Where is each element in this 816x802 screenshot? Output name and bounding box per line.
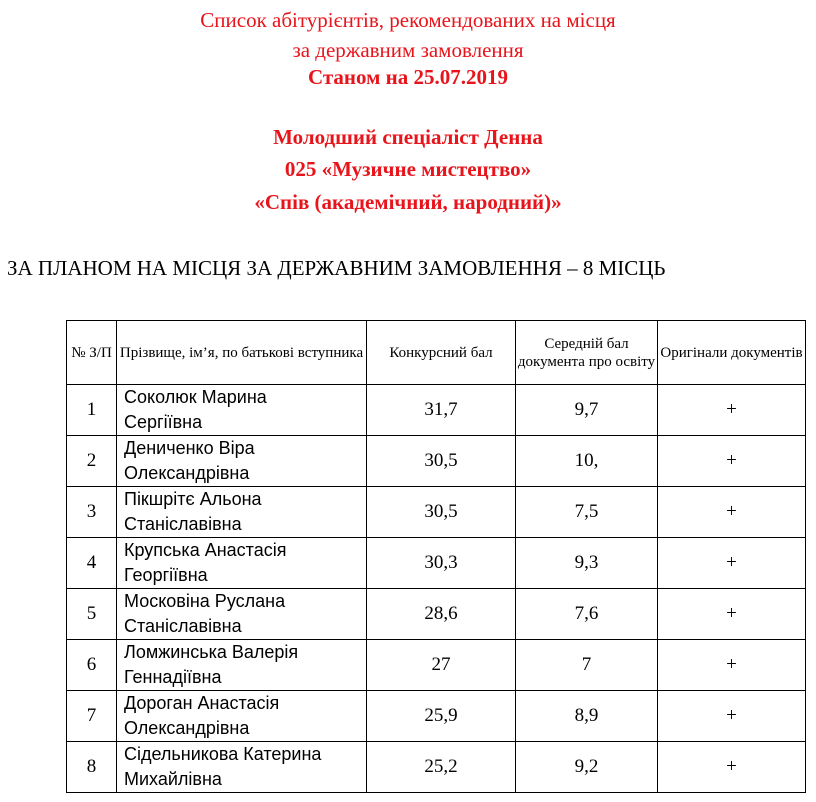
originals-mark: +	[658, 742, 806, 793]
average-grade: 7,5	[516, 487, 658, 538]
applicant-name-line-1: Сідельникова Катерина	[124, 744, 322, 764]
col-header-originals: Оригінали документів	[658, 321, 806, 385]
applicant-name-line-1: Московіна Руслана	[124, 591, 286, 611]
header-specialty: 025 «Музичне мистецтво»	[284, 157, 532, 181]
row-number: 1	[67, 385, 117, 436]
originals-mark: +	[658, 487, 806, 538]
applicant-name	[117, 385, 367, 436]
originals-mark: +	[658, 589, 806, 640]
row-number: 3	[67, 487, 117, 538]
applicant-name-line-2: Геннадіївна	[124, 667, 222, 687]
originals-mark: +	[658, 385, 806, 436]
applicant-name	[117, 538, 367, 589]
applicant-name-line-1: Крупська Анастасія	[124, 540, 287, 560]
row-number: 2	[67, 436, 117, 487]
applicant-name-line-2: Станіславівна	[124, 514, 242, 534]
competitive-score: 28,6	[367, 589, 516, 640]
average-grade: 9,2	[516, 742, 658, 793]
applicant-name	[117, 691, 367, 742]
competitive-score: 27	[367, 640, 516, 691]
applicant-name-line-2: Михайлівна	[124, 769, 222, 789]
table-row	[67, 436, 806, 487]
col-header-name: Прізвище, ім’я, по батькові вступника	[117, 321, 367, 385]
average-grade: 7	[516, 640, 658, 691]
row-number: 8	[67, 742, 117, 793]
col-header-number: № З/П	[67, 321, 117, 385]
applicant-name-line-2: Сергіївна	[124, 412, 203, 432]
applicant-name-line-1: Соколюк Марина	[124, 387, 267, 407]
table-body	[67, 385, 806, 793]
applicant-name	[117, 640, 367, 691]
applicant-name-line-1: Пікшрітє Альона	[124, 489, 262, 509]
col-header-score: Конкурсний бал	[367, 321, 516, 385]
applicants-table	[66, 320, 806, 793]
applicant-name	[117, 487, 367, 538]
average-grade: 9,3	[516, 538, 658, 589]
plan-heading: ЗА ПЛАНОМ НА МІСЦЯ ЗА ДЕРЖАВНИМ ЗАМОВЛЕННЯ – 8 МІСЦЬ	[7, 256, 666, 280]
applicant-name-line-2: Георгіївна	[124, 565, 208, 585]
header-degree: Молодший спеціаліст Денна	[273, 125, 543, 149]
row-number: 6	[67, 640, 117, 691]
applicant-name	[117, 742, 367, 793]
applicant-name-line-2: Олександрівна	[124, 718, 250, 738]
competitive-score: 25,2	[367, 742, 516, 793]
originals-mark: +	[658, 538, 806, 589]
header-date: Станом на 25.07.2019	[307, 65, 509, 89]
applicant-name-line-2: Станіславівна	[124, 616, 242, 636]
average-grade: 8,9	[516, 691, 658, 742]
competitive-score: 31,7	[367, 385, 516, 436]
row-number: 4	[67, 538, 117, 589]
table-row	[67, 640, 806, 691]
applicant-name	[117, 436, 367, 487]
table-row	[67, 538, 806, 589]
row-number: 5	[67, 589, 117, 640]
competitive-score: 30,3	[367, 538, 516, 589]
applicant-name-line-1: Дениченко Віра	[124, 438, 255, 458]
table-row	[67, 742, 806, 793]
applicant-name	[117, 589, 367, 640]
table-row	[67, 691, 806, 742]
table-row	[67, 589, 806, 640]
applicant-name-line-1: Ломжинська Валерія	[124, 642, 299, 662]
originals-mark: +	[658, 640, 806, 691]
competitive-score: 25,9	[367, 691, 516, 742]
table-row	[67, 385, 806, 436]
header-program: «Спів (академічний, народний)»	[254, 190, 562, 214]
header-line-1: Список абітурієнтів, рекомендованих на місця	[200, 8, 616, 32]
header-line-2: за державним замовлення	[292, 38, 524, 62]
table-row	[67, 487, 806, 538]
average-grade: 7,6	[516, 589, 658, 640]
table-header-row	[67, 321, 806, 385]
applicant-name-line-1: Дороган Анастасія	[124, 693, 280, 713]
col-header-avg: Середній бал документа про освіту	[516, 321, 658, 385]
applicant-name-line-2: Олександрівна	[124, 463, 250, 483]
row-number: 7	[67, 691, 117, 742]
competitive-score: 30,5	[367, 487, 516, 538]
originals-mark: +	[658, 436, 806, 487]
average-grade: 10,	[516, 436, 658, 487]
average-grade: 9,7	[516, 385, 658, 436]
originals-mark: +	[658, 691, 806, 742]
competitive-score: 30,5	[367, 436, 516, 487]
